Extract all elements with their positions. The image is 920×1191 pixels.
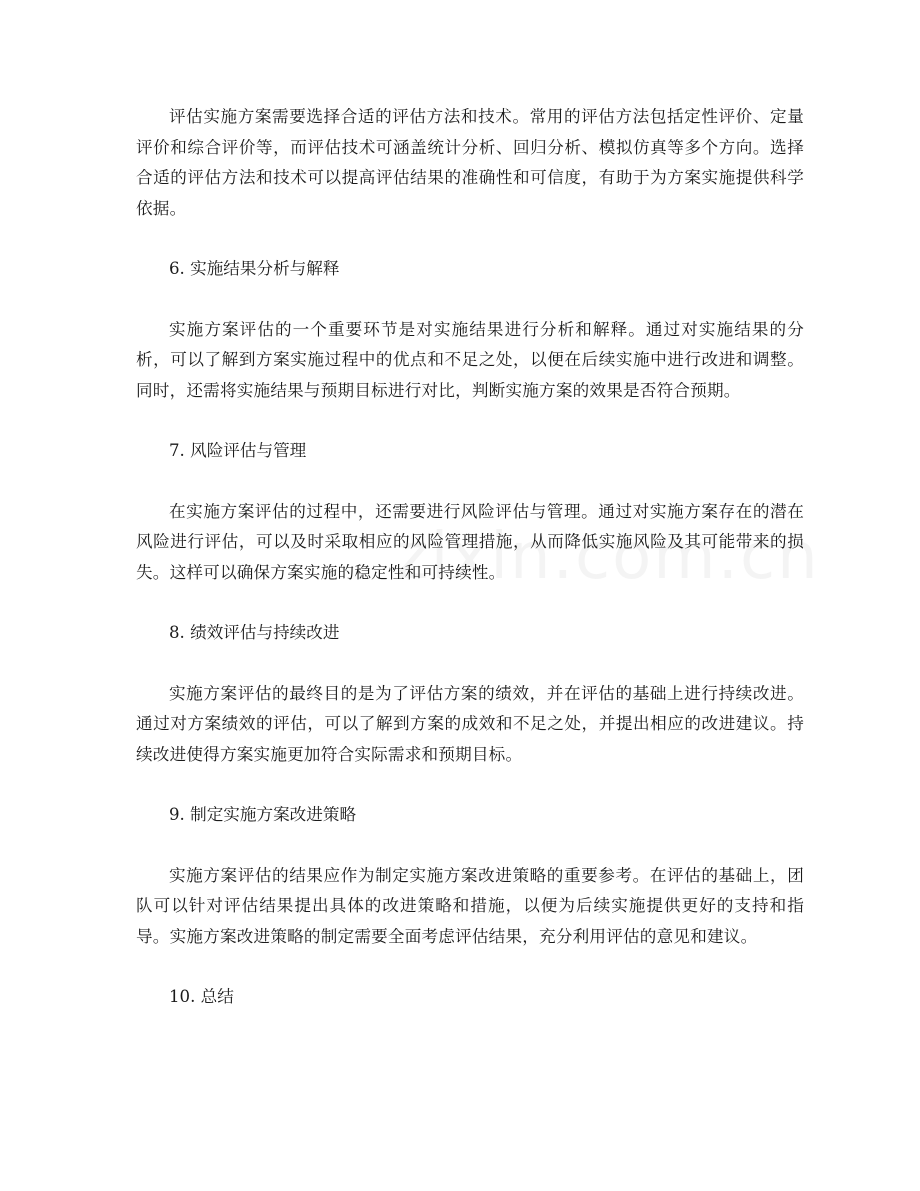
heading-section-6: 6. 实施结果分析与解释 [169, 259, 340, 278]
heading-section-8: 8. 绩效评估与持续改进 [169, 623, 340, 642]
paragraph-improvement-strategy: 实施方案评估的结果应作为制定实施方案改进策略的重要参考。在评估的基础上，团队可以针对评估结果提出具体的改进策略和措施，以便为后续实施提供更好的支持和指导。实施方案改进策略的制定需要全面考虑评估结果，充分利用评估的意见和建议。 [136, 865, 804, 946]
paragraph-risk-management: 在实施方案评估的过程中，还需要进行风险评估与管理。通过对实施方案存在的潜在风险进行评估，可以及时采取相应的风险管理措施，从而降低实施风险及其可能带来的损失。这样可以确保方案实施的稳定性和可持续性。 [136, 501, 804, 582]
paragraph-performance-improvement: 实施方案评估的最终目的是为了评估方案的绩效，并在评估的基础上进行持续改进。通过对方案绩效的评估，可以了解到方案的成效和不足之处，并提出相应的改进建议。持续改进使得方案实施更加符合实际需求和预期目标。 [136, 683, 804, 764]
paragraph-result-analysis: 实施方案评估的一个重要环节是对实施结果进行分析和解释。通过对实施结果的分析，可以了解到方案实施过程中的优点和不足之处，以便在后续实施中进行改进和调整。同时，还需将实施结果与预期目标进行对比，判断实施方案的效果是否符合预期。 [136, 319, 804, 400]
paragraph-evaluation-methods: 评估实施方案需要选择合适的评估方法和技术。常用的评估方法包括定性评价、定量评价和综合评价等，而评估技术可涵盖统计分析、回归分析、模拟仿真等多个方向。选择合适的评估方法和技术可以提高评估结果的准确性和可信度，有助于为方案实施提供科学依据。 [136, 107, 804, 218]
heading-section-10: 10. 总结 [169, 987, 234, 1006]
heading-section-7: 7. 风险评估与管理 [169, 441, 307, 460]
document-body [136, 102, 804, 1043]
heading-section-9: 9. 制定实施方案改进策略 [169, 805, 357, 824]
